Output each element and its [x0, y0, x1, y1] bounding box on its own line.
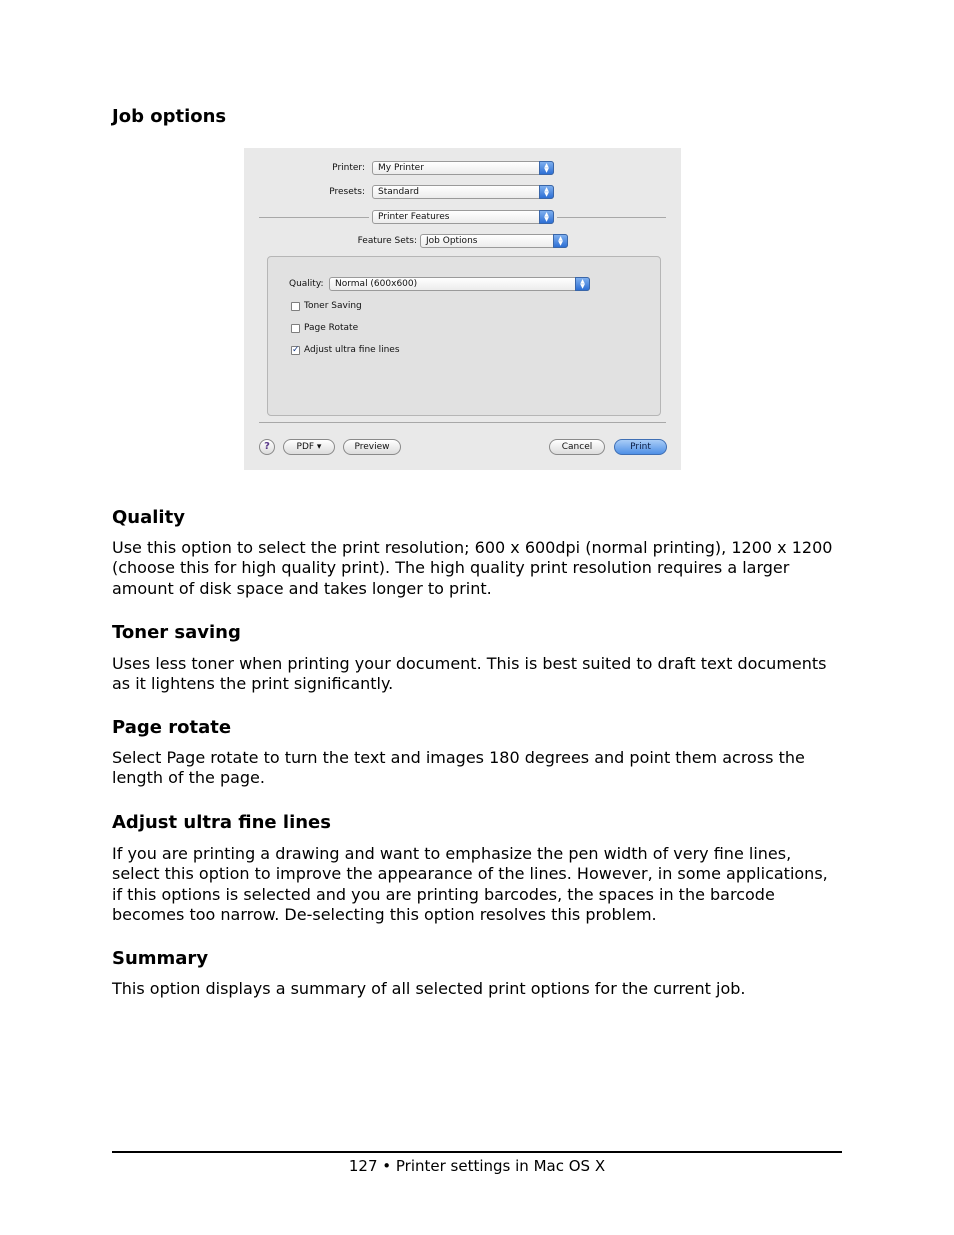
- printer-value: My Printer: [378, 163, 424, 173]
- checkmark-icon: ✓: [292, 345, 300, 355]
- feature-sets-value: Job Options: [426, 236, 478, 246]
- printer-label: Printer:: [332, 163, 365, 173]
- separator-right: [557, 217, 666, 218]
- feature-sets-popup[interactable]: [420, 234, 568, 248]
- toner-saving-heading: Toner saving: [112, 622, 241, 643]
- toner-saving-checkbox[interactable]: [291, 302, 300, 311]
- panel-popup[interactable]: [372, 210, 554, 224]
- page-rotate-label: Page Rotate: [304, 323, 359, 333]
- panel-value: Printer Features: [378, 212, 450, 222]
- quality-value: Normal (600x600): [335, 279, 418, 289]
- toner-saving-label: Toner Saving: [304, 301, 362, 311]
- adjust-ultra-fine-lines-heading: Adjust ultra fine lines: [112, 812, 331, 833]
- quality-popup[interactable]: [329, 277, 590, 291]
- presets-popup[interactable]: [372, 185, 554, 199]
- quality-heading: Quality: [112, 507, 185, 528]
- adjust-ultra-fine-lines-checkbox[interactable]: [291, 346, 300, 355]
- footer-rule: [112, 1151, 842, 1153]
- section-title: Job options: [112, 106, 227, 127]
- page-rotate-body: Select Page rotate to turn the text and images 180 degrees and point them across the length of the page.: [112, 748, 805, 788]
- cancel-button[interactable]: Cancel: [549, 439, 605, 455]
- print-button[interactable]: Print: [614, 439, 667, 455]
- page-rotate-heading: Page rotate: [112, 717, 232, 738]
- pdf-button[interactable]: PDF ▾: [283, 439, 335, 455]
- help-icon: ?: [264, 441, 270, 452]
- adjust-ultra-fine-lines-body: If you are printing a drawing and want to emphasize the pen width of very fine lines, select this option to improve the appearance of the lines. However, in some applications, if this options is selected and you are printing barcodes, the spaces in the barcode becomes too narrow. De-selecting this option resolves this problem.: [112, 844, 828, 924]
- adjust-ultra-fine-lines-label: Adjust ultra fine lines: [304, 345, 400, 355]
- separator-left: [259, 217, 369, 218]
- presets-label: Presets:: [329, 187, 365, 197]
- print-dialog: [244, 148, 681, 470]
- quality-body: Use this option to select the print resolution; 600 x 600dpi (normal printing), 1200 x 1200 (choose this for high quality print). The high quality print resolution requires a larger amount of disk space and takes longer to print.: [112, 538, 833, 598]
- toner-saving-body: Uses less toner when printing your document. This is best suited to draft text documents as it lightens the print significantly.: [112, 654, 827, 694]
- quality-label: Quality:: [289, 279, 324, 289]
- preview-button[interactable]: Preview: [343, 439, 401, 455]
- page-rotate-checkbox[interactable]: [291, 324, 300, 333]
- bottom-separator: [259, 422, 666, 423]
- help-button[interactable]: [259, 439, 275, 455]
- summary-body: This option displays a summary of all selected print options for the current job.: [112, 979, 746, 998]
- page-footer: 127 • Printer settings in Mac OS X: [348, 1157, 606, 1175]
- popup-arrows-icon: ▲ ▼: [575, 277, 590, 291]
- popup-arrows-icon: ▲ ▼: [539, 210, 554, 224]
- feature-sets-label: Feature Sets:: [357, 236, 417, 246]
- popup-arrows-icon: ▲ ▼: [539, 161, 554, 175]
- popup-arrows-icon: ▲ ▼: [539, 185, 554, 199]
- summary-heading: Summary: [112, 948, 209, 969]
- printer-popup[interactable]: [372, 161, 554, 175]
- presets-value: Standard: [378, 187, 419, 197]
- popup-arrows-icon: ▲ ▼: [553, 234, 568, 248]
